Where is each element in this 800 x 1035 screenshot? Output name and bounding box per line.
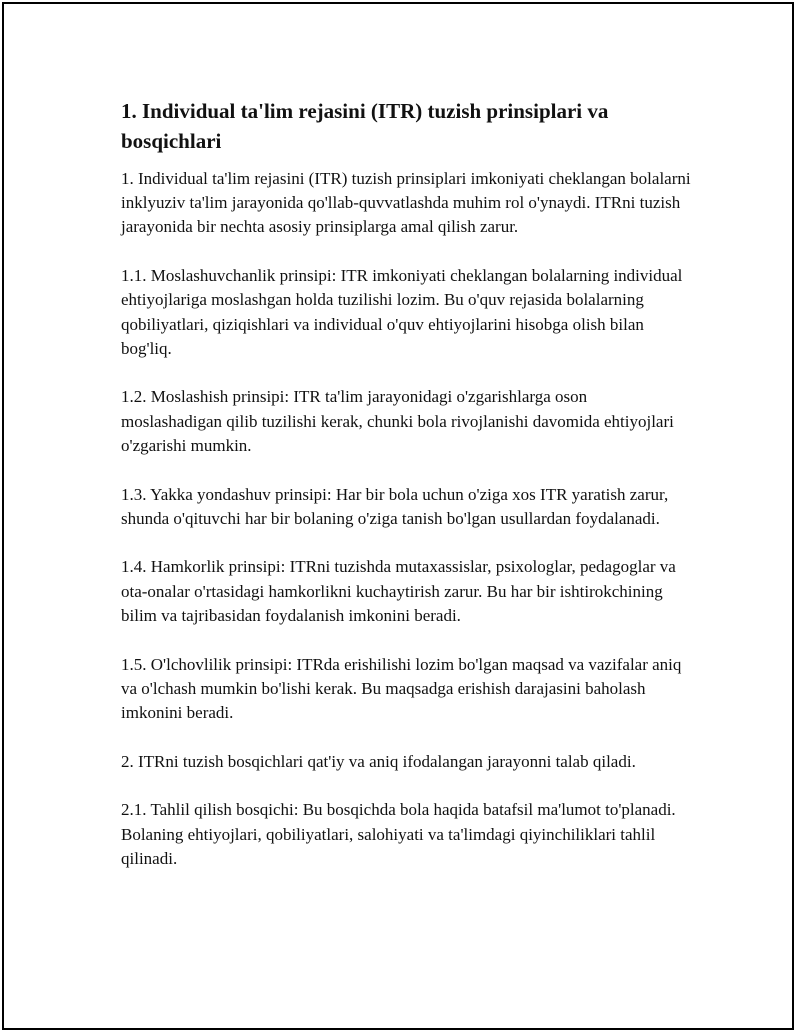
paragraph-stages-intro: 2. ITRni tuzish bosqichlari qat'iy va aniq ifodalangan jarayonni talab qiladi.	[121, 751, 636, 771]
paragraph-flexibility-principle: 1.1. Moslashuvchanlik prinsipi: ITR imkoniyati cheklangan bolalarning individual ehtiyojlariga moslashgan holda tuzilishi lozim. Bu o'quv rejasida bolalarning qobiliyatlari, qiziqishlari va individual o'quv ehtiyojlarini hisobga olish bilan bog'liq.	[121, 266, 683, 358]
paragraph-cooperation-principle: 1.4. Hamkorlik prinsipi: ITRni tuzishda mutaxassislar, psixologlar, pedagoglar va ota-onalar o'rtasidagi hamkorlikni kuchaytirish zarur. Bu har bir ishtirokchining bilim va tajribasidan foydalanish imkonini beradi.	[121, 557, 676, 625]
paragraph-adaptation-principle: 1.2. Moslashish prinsipi: ITR ta'lim jarayonidagi o'zgarishlarga oson moslashadigan qilib tuzilishi kerak, chunki bola rivojlanishi davomida ehtiyojlari o'zgarishi mumkin.	[121, 387, 674, 455]
document-title: 1. Individual ta'lim rejasini (ITR) tuzish prinsiplari va bosqichlari	[121, 99, 609, 153]
page-frame	[2, 2, 794, 1030]
paragraph-analysis-stage: 2.1. Tahlil qilish bosqichi: Bu bosqichda bola haqida batafsil ma'lumot to'planadi. Bolaning ehtiyojlari, qobiliyatlari, salohiyati va ta'limdagi qiyinchiliklari tahlil qilinadi.	[121, 800, 676, 868]
document-body	[121, 96, 691, 895]
paragraph-individual-approach-principle: 1.3. Yakka yondashuv prinsipi: Har bir bola uchun o'ziga xos ITR yaratish zarur, shunda o'qituvchi har bir bolaning o'ziga tanish bo'lgan usullardan foydalanadi.	[121, 484, 669, 528]
paragraph-intro: 1. Individual ta'lim rejasini (ITR) tuzish prinsiplari imkoniyati cheklangan bolalarni inklyuziv ta'lim jarayonida qo'llab-quvvatlashda muhim rol o'ynaydi. ITRni tuzish jarayonida bir nechta asosiy prinsiplarga amal qilish zarur.	[121, 169, 691, 237]
paragraph-measurability-principle: 1.5. O'lchovlilik prinsipi: ITRda erishilishi lozim bo'lgan maqsad va vazifalar aniq va o'lchash mumkin bo'lishi kerak. Bu maqsadga erishish darajasini baholash imkonini beradi.	[121, 654, 682, 722]
